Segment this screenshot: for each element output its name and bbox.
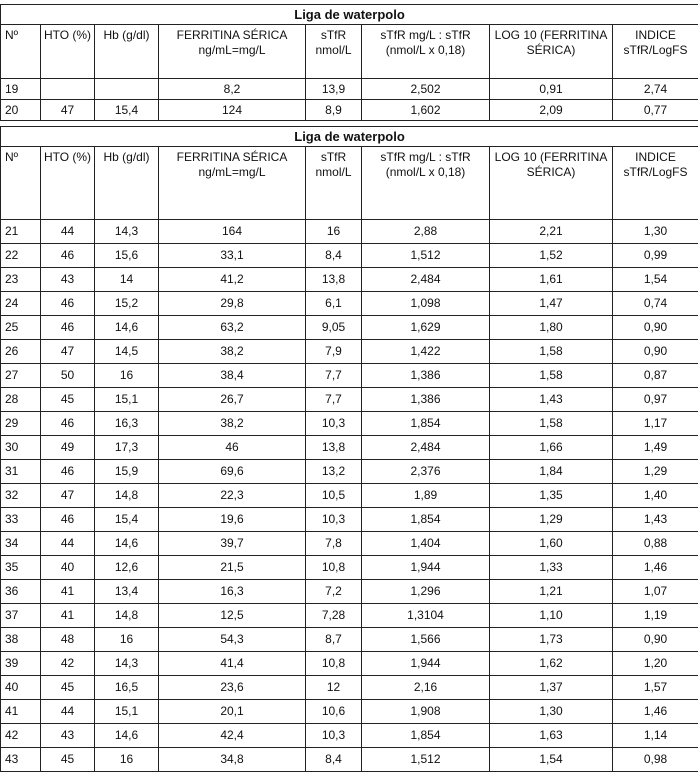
table-cell: 10,3 [306,412,362,436]
table-cell: 1,37 [490,676,613,700]
table-row [1,556,698,580]
table-cell: 35 [1,556,41,580]
table-cell: 1,46 [613,556,698,580]
column-header: Nº [1,147,41,220]
table-cell: 1,512 [362,244,490,268]
table-cell: 1,52 [490,244,613,268]
table-cell: 47 [41,484,95,508]
table-cell: 13,8 [306,436,362,460]
table-row [1,436,698,460]
table-cell: 45 [41,748,95,772]
table-cell: 1,854 [362,412,490,436]
table-row [1,220,698,244]
table-cell: 2,16 [362,676,490,700]
table-cell: 44 [41,532,95,556]
table-cell: 1,854 [362,508,490,532]
table-cell: 10,3 [306,508,362,532]
table-cell: 20 [1,100,41,121]
table-cell: 1,49 [613,436,698,460]
table-cell: 14,6 [95,724,159,748]
table-cell: 29,8 [159,292,306,316]
table-cell: 41,2 [159,268,306,292]
table-row [1,412,698,436]
table-cell: 1,73 [490,628,613,652]
table-cell: 40 [41,556,95,580]
table-cell: 1,58 [490,364,613,388]
table-cell: 15,1 [95,700,159,724]
table-cell: 1,908 [362,700,490,724]
table-cell: 41 [1,700,41,724]
table-cell: 1,54 [613,268,698,292]
table-cell: 54,3 [159,628,306,652]
table-cell: 39,7 [159,532,306,556]
table-cell: 1,29 [490,508,613,532]
table-cell: 1,422 [362,340,490,364]
table-cell: 21,5 [159,556,306,580]
table-cell: 1,20 [613,652,698,676]
table-cell: 1,43 [490,388,613,412]
table-cell: 17,3 [95,436,159,460]
table-cell: 46 [41,412,95,436]
table-cell: 1,54 [490,748,613,772]
table-cell: 16 [95,628,159,652]
table-row [1,79,698,100]
table-cell: 15,6 [95,244,159,268]
table-cell: 1,19 [613,604,698,628]
table-cell: 34 [1,532,41,556]
table-cell: 63,2 [159,316,306,340]
table-cell: 1,404 [362,532,490,556]
table-cell: 1,61 [490,268,613,292]
table-cell: 1,89 [362,484,490,508]
table-row [1,604,698,628]
table-cell: 29 [1,412,41,436]
table-cell: 47 [41,340,95,364]
table-cell: 1,098 [362,292,490,316]
table-row [1,676,698,700]
table-cell: 46 [41,316,95,340]
table-cell: 33 [1,508,41,532]
table-cell: 14,8 [95,484,159,508]
table-cell: 1,3104 [362,604,490,628]
table-cell: 6,1 [306,292,362,316]
table-cell: 38,2 [159,412,306,436]
table-row [1,532,698,556]
table-cell: 19 [1,79,41,100]
table-cell: 32 [1,484,41,508]
table-cell: 1,14 [613,724,698,748]
table-cell: 31 [1,460,41,484]
table-cell: 2,21 [490,220,613,244]
table-cell: 15,4 [95,508,159,532]
table-cell: 50 [41,364,95,388]
table-cell: 20,1 [159,700,306,724]
table-cell: 43 [1,748,41,772]
column-header: Nº [1,25,41,79]
table-cell: 1,854 [362,724,490,748]
table-cell: 10,6 [306,700,362,724]
table-cell: 14,6 [95,532,159,556]
table-cell: 14,8 [95,604,159,628]
table-cell: 33,1 [159,244,306,268]
column-header: LOG 10 (FERRITINA SÉRICA) [490,25,613,79]
table-cell: 41 [41,604,95,628]
table-cell: 13,9 [306,79,362,100]
table-cell: 37 [1,604,41,628]
table-cell: 1,43 [613,508,698,532]
table-cell: 39 [1,652,41,676]
table-cell: 0,90 [613,628,698,652]
table-cell: 14 [95,268,159,292]
table-row [1,460,698,484]
table-cell: 2,484 [362,436,490,460]
table-cell: 15,4 [95,100,159,121]
table-cell: 46 [41,244,95,268]
table-cell: 2,484 [362,268,490,292]
table-cell: 0,97 [613,388,698,412]
table-cell: 1,66 [490,436,613,460]
column-header: LOG 10 (FERRITINA SÉRICA) [490,147,613,220]
table-cell: 43 [41,724,95,748]
table-cell: 47 [41,100,95,121]
column-header: FERRITINA SÉRICA ng/mL=mg/L [159,147,306,220]
table-cell: 1,80 [490,316,613,340]
table-cell: 1,602 [362,100,490,121]
table-cell: 46 [41,460,95,484]
table-cell: 124 [159,100,306,121]
column-header: sTfR mg/L : sTfR (nmol/L x 0,18) [362,147,490,220]
table-cell: 12,6 [95,556,159,580]
table-cell: 0,99 [613,244,698,268]
table-cell: 23 [1,268,41,292]
table-cell: 8,7 [306,628,362,652]
table-cell: 1,386 [362,364,490,388]
table-cell: 10,8 [306,556,362,580]
table-cell: 7,9 [306,340,362,364]
table-cell: 1,944 [362,556,490,580]
table-cell: 1,386 [362,388,490,412]
table-cell: 7,7 [306,364,362,388]
table-cell: 16,5 [95,676,159,700]
table-cell: 7,7 [306,388,362,412]
table-cell: 25 [1,316,41,340]
table-cell: 27 [1,364,41,388]
header-row [1,25,698,79]
table-row [1,364,698,388]
table-cell: 15,2 [95,292,159,316]
table-cell: 13,2 [306,460,362,484]
table-cell: 1,40 [613,484,698,508]
table-cell: 16,3 [95,412,159,436]
table-cell: 0,90 [613,316,698,340]
table-row [1,340,698,364]
column-header: FERRITINA SÉRICA ng/mL=mg/L [159,25,306,79]
table-cell: 1,62 [490,652,613,676]
table-cell: 2,09 [490,100,613,121]
table-row [1,292,698,316]
table-cell: 9,05 [306,316,362,340]
data-table-2 [0,126,698,772]
table-cell [41,79,95,100]
table-cell: 34,8 [159,748,306,772]
table-body [1,220,698,772]
table-cell: 49 [41,436,95,460]
table-cell: 1,296 [362,580,490,604]
table-cell: 0,87 [613,364,698,388]
column-header: sTfR mg/L : sTfR (nmol/L x 0,18) [362,25,490,79]
table-cell: 15,1 [95,388,159,412]
table-cell: 30 [1,436,41,460]
table-cell: 14,6 [95,316,159,340]
table-cell: 2,502 [362,79,490,100]
table-cell: 1,29 [613,460,698,484]
table-cell: 7,2 [306,580,362,604]
table-row [1,724,698,748]
table-row [1,652,698,676]
data-table-1 [0,4,698,121]
table-cell: 14,5 [95,340,159,364]
table-row [1,580,698,604]
table-cell: 12 [306,676,362,700]
table-cell: 1,10 [490,604,613,628]
table-cell: 0,91 [490,79,613,100]
column-header: Hb (g/dl) [95,147,159,220]
table-cell: 46 [41,508,95,532]
column-header: INDICE sTfR/LogFS [613,147,698,220]
table-cell: 38,4 [159,364,306,388]
table-cell: 1,17 [613,412,698,436]
table-cell: 1,30 [490,700,613,724]
table-cell: 12,5 [159,604,306,628]
table-cell: 1,33 [490,556,613,580]
table-cell: 15,9 [95,460,159,484]
table-cell: 1,58 [490,340,613,364]
table-cell: 16 [95,364,159,388]
table-cell: 1,21 [490,580,613,604]
table-cell: 1,629 [362,316,490,340]
table-cell: 0,90 [613,340,698,364]
header-row [1,147,698,220]
table-cell: 48 [41,628,95,652]
table-cell: 23,6 [159,676,306,700]
table-cell: 22 [1,244,41,268]
column-header: sTfR nmol/L [306,147,362,220]
table-cell: 69,6 [159,460,306,484]
table-cell: 14,3 [95,652,159,676]
column-header: INDICE sTfR/LogFS [613,25,698,79]
table-cell: 7,28 [306,604,362,628]
table-cell: 22,3 [159,484,306,508]
table-cell: 28 [1,388,41,412]
table-cell: 46 [159,436,306,460]
table-cell: 10,5 [306,484,362,508]
table-cell: 16 [95,748,159,772]
table-cell: 26 [1,340,41,364]
table-cell: 1,07 [613,580,698,604]
table-cell: 16 [306,220,362,244]
table-cell: 13,4 [95,580,159,604]
column-header: sTfR nmol/L [306,25,362,79]
table-cell: 8,4 [306,748,362,772]
table-cell: 0,74 [613,292,698,316]
table-cell: 10,8 [306,652,362,676]
table-cell: 40 [1,676,41,700]
table-cell: 1,46 [613,700,698,724]
table-row [1,628,698,652]
table-cell: 0,77 [613,100,698,121]
table-row [1,700,698,724]
table-cell: 8,4 [306,244,362,268]
table-title: Liga de waterpolo [1,127,698,147]
table-row [1,268,698,292]
table-cell: 1,30 [613,220,698,244]
table-cell: 44 [41,220,95,244]
table-row [1,748,698,772]
table-cell: 19,6 [159,508,306,532]
table-cell: 1,944 [362,652,490,676]
table-cell: 38 [1,628,41,652]
table-cell: 42,4 [159,724,306,748]
table-cell: 1,84 [490,460,613,484]
table-cell: 46 [41,292,95,316]
table-cell: 21 [1,220,41,244]
table-cell: 1,35 [490,484,613,508]
table-title: Liga de waterpolo [1,5,698,25]
table-cell: 42 [41,652,95,676]
table-body [1,79,698,121]
table-cell: 44 [41,700,95,724]
column-header: Hb (g/dl) [95,25,159,79]
table-cell: 24 [1,292,41,316]
table-cell: 0,98 [613,748,698,772]
table-cell: 14,3 [95,220,159,244]
table-row [1,508,698,532]
table-cell: 1,58 [490,412,613,436]
table-cell: 2,88 [362,220,490,244]
table-row [1,100,698,121]
table-cell: 10,3 [306,724,362,748]
column-header: HTO (%) [41,25,95,79]
table-cell: 1,47 [490,292,613,316]
column-header: HTO (%) [41,147,95,220]
table-cell: 1,512 [362,748,490,772]
table-cell: 13,8 [306,268,362,292]
table-cell: 43 [41,268,95,292]
table-cell: 45 [41,388,95,412]
table-row [1,388,698,412]
table-cell: 41,4 [159,652,306,676]
table-cell: 42 [1,724,41,748]
table-cell: 45 [41,676,95,700]
table-cell: 0,88 [613,532,698,556]
table-cell: 16,3 [159,580,306,604]
table-cell: 1,63 [490,724,613,748]
table-cell: 8,2 [159,79,306,100]
table-cell: 2,74 [613,79,698,100]
table-cell: 164 [159,220,306,244]
table-cell: 26,7 [159,388,306,412]
table-cell: 2,376 [362,460,490,484]
table-row [1,316,698,340]
table-cell: 1,60 [490,532,613,556]
table-cell: 41 [41,580,95,604]
table-cell: 1,566 [362,628,490,652]
table-cell: 8,9 [306,100,362,121]
table-cell: 38,2 [159,340,306,364]
table-row [1,484,698,508]
table-cell: 7,8 [306,532,362,556]
table-cell [95,79,159,100]
table-cell: 36 [1,580,41,604]
table-row [1,244,698,268]
table-cell: 1,57 [613,676,698,700]
